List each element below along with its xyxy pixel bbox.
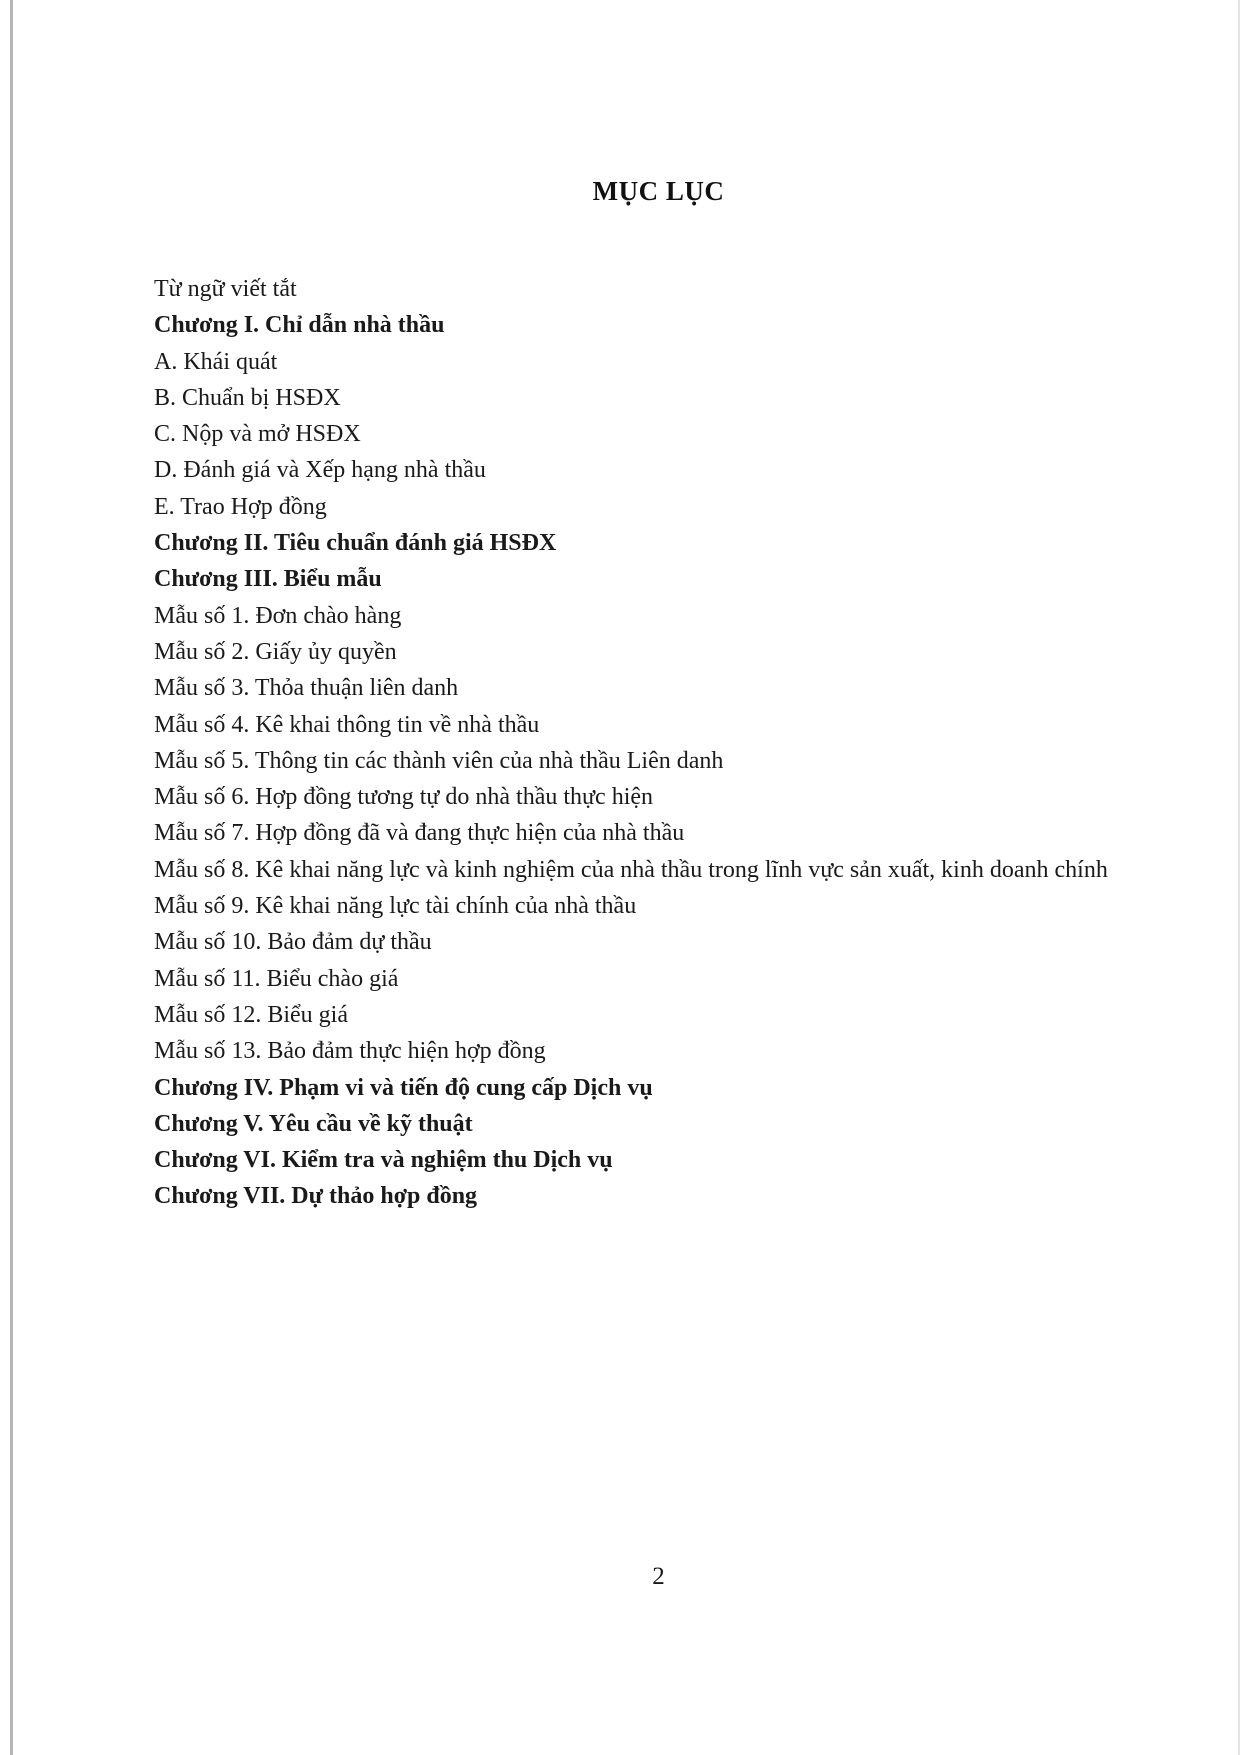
- toc-entry: E. Trao Hợp đồng: [154, 493, 327, 520]
- toc-entry: Mẫu số 12. Biểu giá: [154, 1001, 348, 1028]
- toc-entry: D. Đánh giá và Xếp hạng nhà thầu: [154, 457, 486, 484]
- toc-chapter-entry: Chương II. Tiêu chuẩn đánh giá HSĐX: [154, 530, 557, 557]
- toc-entry: Mẫu số 5. Thông tin các thành viên của nhà thầu Liên danh: [154, 747, 724, 774]
- page-title: MỤC LỤC: [592, 176, 725, 206]
- toc-entry: Từ ngữ viết tắt: [154, 276, 297, 302]
- toc-entry: B. Chuẩn bị HSĐX: [154, 384, 341, 411]
- toc-entry: Mẫu số 11. Biểu chào giá: [154, 965, 399, 992]
- toc-entry: Mẫu số 7. Hợp đồng đã và đang thực hiện của nhà thầu: [154, 820, 685, 847]
- toc-entry: Mẫu số 4. Kê khai thông tin về nhà thầu: [154, 711, 540, 738]
- toc-chapter-entry: Chương VI. Kiểm tra và nghiệm thu Dịch vụ: [154, 1147, 613, 1174]
- toc-chapter-entry: Chương I. Chỉ dẫn nhà thầu: [154, 312, 445, 339]
- toc-chapter-entry: Chương IV. Phạm vi và tiến độ cung cấp Dịch vụ: [154, 1074, 653, 1101]
- toc-entry: Mẫu số 10. Bảo đảm dự thầu: [154, 929, 432, 956]
- scan-edge-left: [10, 0, 13, 1755]
- toc-entry: Mẫu số 2. Giấy ủy quyền: [154, 638, 397, 665]
- toc-entry: Mẫu số 13. Bảo đảm thực hiện hợp đồng: [154, 1038, 546, 1065]
- toc-entry: C. Nộp và mở HSĐX: [154, 421, 361, 448]
- toc-chapter-entry: Chương III. Biểu mẫu: [154, 566, 382, 593]
- toc-entry: Mẫu số 8. Kê khai năng lực và kinh nghiệm của nhà thầu trong lĩnh vực sản xuất, kinh doanh chính: [154, 856, 1108, 883]
- toc-entry: Mẫu số 1. Đơn chào hàng: [154, 602, 402, 629]
- page-number: 2: [652, 1563, 665, 1590]
- toc-chapter-entry: Chương VII. Dự thảo hợp đồng: [154, 1183, 478, 1210]
- toc-entry: Mẫu số 6. Hợp đồng tương tự do nhà thầu thực hiện: [154, 784, 654, 811]
- toc-chapter-entry: Chương V. Yêu cầu về kỹ thuật: [154, 1110, 473, 1137]
- toc-entry: Mẫu số 3. Thỏa thuận liên danh: [154, 675, 459, 702]
- table-of-contents: [154, 271, 1116, 1215]
- toc-entry: Mẫu số 9. Kê khai năng lực tài chính của nhà thầu: [154, 893, 637, 920]
- toc-entry: A. Khái quát: [154, 348, 278, 375]
